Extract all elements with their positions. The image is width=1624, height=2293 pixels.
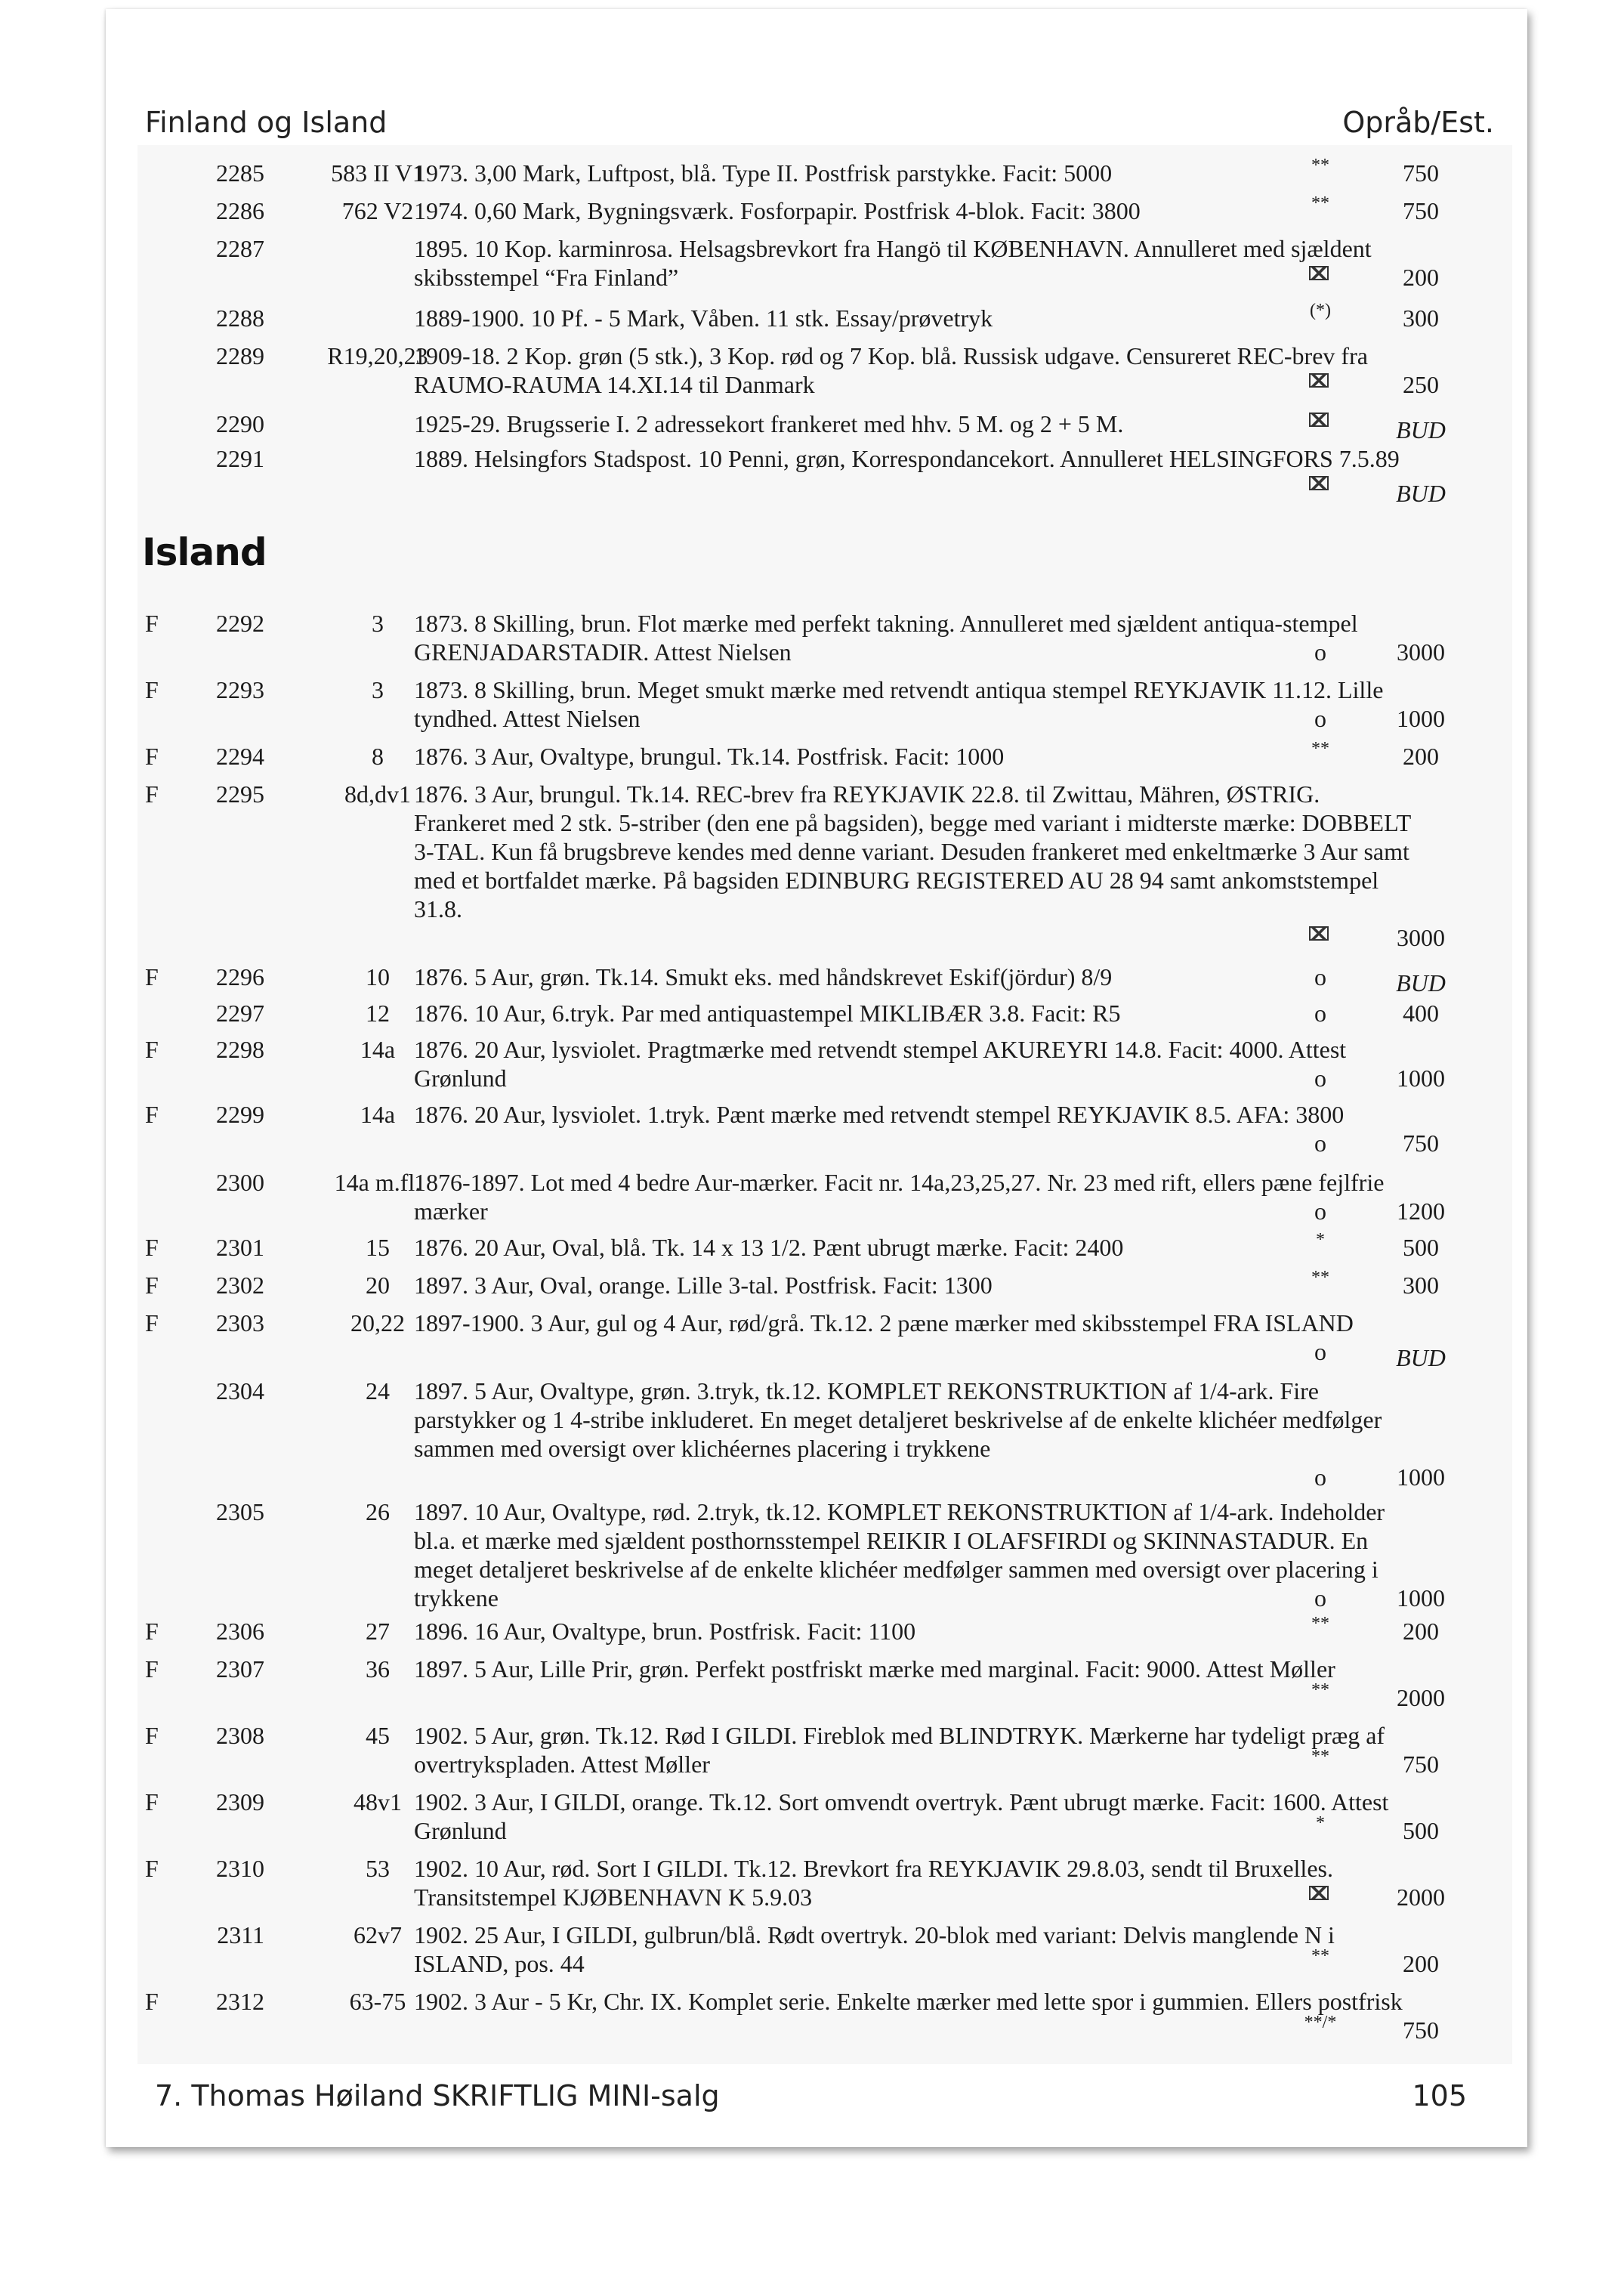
- lot-description: 1876. 20 Aur, lysviolet. Pragtmærke med retvendt stempel AKUREYRI 14.8. Facit: 4000. Attest Grønlund: [414, 1036, 1347, 1092]
- lot-estimate: 750: [1403, 2016, 1439, 2044]
- lot-number: 2300: [216, 1169, 264, 1196]
- lot-estimate: 750: [1403, 197, 1439, 224]
- lot-number: 2304: [216, 1377, 264, 1405]
- page-number: 105: [1412, 2079, 1467, 2112]
- lot-number: 2293: [216, 676, 264, 703]
- lot-number: 2288: [216, 304, 264, 332]
- lot-number: 2297: [216, 1000, 264, 1027]
- lot-estimate: BUD: [1396, 416, 1446, 443]
- lot-number: 2289: [216, 342, 264, 369]
- lot-catalog-number: 14a: [360, 1101, 396, 1128]
- lot-f-marker: F: [145, 1788, 159, 1816]
- lot-catalog-number: 762 V2: [341, 197, 414, 224]
- section-heading-island: Island: [142, 530, 267, 574]
- lot-f-marker: F: [145, 610, 159, 637]
- lot-catalog-number: 8: [372, 743, 384, 770]
- lot-catalog-number: 8d,dv1: [344, 780, 411, 808]
- estimate-column-label: Opråb/Est.: [1342, 106, 1494, 139]
- lot-catalog-number: 53: [366, 1855, 390, 1882]
- lot-estimate: 400: [1403, 1000, 1439, 1027]
- lot-catalog-number: 10: [366, 963, 390, 990]
- lot-estimate: 1000: [1397, 1584, 1445, 1612]
- lot-number: 2295: [216, 780, 264, 808]
- lot-catalog-number: 24: [366, 1377, 390, 1405]
- lot-catalog-number: 26: [366, 1498, 390, 1525]
- lot-estimate: 300: [1403, 304, 1439, 332]
- lot-f-marker: F: [145, 1855, 159, 1882]
- lot-condition: **/*: [1304, 2013, 1337, 2032]
- lot-catalog-number: 12: [366, 1000, 390, 1027]
- lot-condition: o: [1314, 1584, 1326, 1612]
- lot-estimate: BUD: [1396, 480, 1446, 507]
- lot-description: 1876. 3 Aur, brungul. Tk.14. REC-brev fra REYKJAVIK 22.8. til Zwittau, Mähren, ØSTRIG. Frankeret med 2 stk. 5-striber (den ene på bagsiden), begge med variant i midterste mærke: DOBBELT 3-TAL. Kun få brugsbreve kendes med denne variant. Desuden frankeret med enkeltmærke 3 Aur samt med et bortfaldet mærke. På bagsiden EDINBURG REGISTERED AU 28 94 samt ankomststempel 31.8.: [414, 780, 1411, 922]
- lot-estimate: 750: [1403, 1751, 1439, 1778]
- lot-description: 1876-1897. Lot med 4 bedre Aur-mærker. Facit nr. 14a,23,25,27. Nr. 23 med rift, ellers pæne fejlfrie mærker: [414, 1169, 1385, 1225]
- page-title: Finland og Island: [145, 106, 387, 139]
- lot-catalog-number: 14a: [360, 1036, 396, 1063]
- lot-estimate: 300: [1403, 1272, 1439, 1299]
- lot-estimate: 750: [1403, 1130, 1439, 1157]
- lot-number: 2302: [216, 1272, 264, 1299]
- lot-description: 1897-1900. 3 Aur, gul og 4 Aur, rød/grå. Tk.12. 2 pæne mærker med skibsstempel FRA ISLAND: [414, 1309, 1354, 1337]
- lot-description: 1876. 20 Aur, Oval, blå. Tk. 14 x 13 1/2. Pænt ubrugt mærke. Facit: 2400: [414, 1234, 1124, 1261]
- lot-number: 2287: [216, 235, 264, 262]
- lot-description: 1902. 5 Aur, grøn. Tk.12. Rød I GILDI. Fireblok med BLINDTRYK. Mærkerne har tydeligt præg af overtrykspladen. Attest Møller: [414, 1722, 1385, 1778]
- lot-f-marker: F: [145, 1618, 159, 1645]
- lot-description: 1925-29. Brugsserie I. 2 adressekort frankeret med hhv. 5 M. og 2 + 5 M.: [414, 410, 1124, 437]
- lot-estimate: 1000: [1397, 1065, 1445, 1092]
- lot-condition: *: [1316, 1230, 1325, 1250]
- cover-icon: [1275, 405, 1366, 434]
- lot-number: 2309: [216, 1788, 264, 1816]
- lot-catalog-number: R19,20,23: [327, 342, 428, 369]
- cover-icon: [1275, 468, 1366, 497]
- lot-f-marker: F: [145, 1988, 159, 2015]
- lot-condition: **: [1311, 1747, 1329, 1766]
- lot-estimate: 200: [1403, 1950, 1439, 1977]
- lot-estimate: 2000: [1397, 1884, 1445, 1911]
- lot-estimate: 3000: [1397, 638, 1445, 666]
- lot-condition: o: [1314, 1197, 1326, 1225]
- lot-description: 1889-1900. 10 Pf. - 5 Mark, Våben. 11 stk. Essay/prøvetryk: [414, 304, 993, 332]
- lot-f-marker: F: [145, 1722, 159, 1749]
- lot-catalog-number: 20,22: [350, 1309, 405, 1337]
- lot-description: 1876. 3 Aur, Ovaltype, brungul. Tk.14. Postfrisk. Facit: 1000: [414, 743, 1005, 770]
- lot-number: 2298: [216, 1036, 264, 1063]
- lot-number: 2292: [216, 610, 264, 637]
- lot-estimate: 1000: [1397, 1463, 1445, 1491]
- lot-description: 1876. 10 Aur, 6.tryk. Par med antiquastempel MIKLIBÆR 3.8. Facit: R5: [414, 1000, 1121, 1027]
- lot-estimate: 2000: [1397, 1684, 1445, 1711]
- lot-catalog-number: 45: [366, 1722, 390, 1749]
- lot-number: 2308: [216, 1722, 264, 1749]
- lot-f-marker: F: [145, 1234, 159, 1261]
- cover-icon: [1275, 919, 1366, 947]
- lot-condition: **: [1311, 193, 1329, 213]
- lot-description: 1897. 5 Aur, Ovaltype, grøn. 3.tryk, tk.12. KOMPLET REKONSTRUKTION af 1/4-ark. Fire parstykker og 1 4-stribe inkluderet. En meget detaljeret beskrivelse af de enkelte klichéer medfølger sammen med oversigt over klichéernes placering i trykkene: [414, 1377, 1382, 1462]
- lot-catalog-number: 62v7: [354, 1921, 402, 1948]
- lot-catalog-number: 3: [372, 610, 384, 637]
- lot-estimate: 250: [1403, 371, 1439, 398]
- lot-description: 1974. 0,60 Mark, Bygningsværk. Fosforpapir. Postfrisk 4-blok. Facit: 3800: [414, 197, 1141, 224]
- lot-number: 2311: [217, 1921, 264, 1948]
- lot-condition: o: [1314, 1065, 1326, 1092]
- lot-condition: o: [1314, 1130, 1326, 1157]
- lot-description: 1909-18. 2 Kop. grøn (5 stk.), 3 Kop. rød og 7 Kop. blå. Russisk udgave. Censureret REC-brev fra RAUMO-RAUMA 14.XI.14 til Danmark: [414, 342, 1368, 398]
- lot-catalog-number: 15: [366, 1234, 390, 1261]
- lot-condition: (*): [1310, 301, 1331, 320]
- lot-catalog-number: 63-75: [349, 1988, 406, 2015]
- lot-estimate: 500: [1403, 1817, 1439, 1844]
- lot-description: 1896. 16 Aur, Ovaltype, brun. Postfrisk. Facit: 1100: [414, 1618, 916, 1645]
- lot-description: 1873. 8 Skilling, brun. Flot mærke med perfekt takning. Annulleret med sjældent antiqua-stempel GRENJADARSTADIR. Attest Nielsen: [414, 610, 1358, 666]
- lot-f-marker: F: [145, 1655, 159, 1683]
- lot-number: 2310: [216, 1855, 264, 1882]
- lot-number: 2312: [216, 1988, 264, 2015]
- lot-number: 2303: [216, 1309, 264, 1337]
- lot-condition: *: [1316, 1813, 1325, 1833]
- lot-number: 2290: [216, 410, 264, 437]
- lot-description: 1895. 10 Kop. karminrosa. Helsagsbrevkort fra Hangö til KØBENHAVN. Annulleret med sjældent skibsstempel “Fra Finland”: [414, 235, 1372, 291]
- lot-catalog-number: 48v1: [354, 1788, 402, 1816]
- lot-number: 2286: [216, 197, 264, 224]
- lot-description: 1876. 5 Aur, grøn. Tk.14. Smukt eks. med håndskrevet Eskif(jördur) 8/9: [414, 963, 1113, 990]
- lot-description: 1973. 3,00 Mark, Luftpost, blå. Type II. Postfrisk parstykke. Facit: 5000: [414, 159, 1113, 187]
- lot-f-marker: F: [145, 1309, 159, 1337]
- lot-catalog-number: 20: [366, 1272, 390, 1299]
- lot-estimate: 200: [1403, 1618, 1439, 1645]
- catalog-page: [106, 9, 1527, 2147]
- lot-description: 1876. 20 Aur, lysviolet. 1.tryk. Pænt mærke med retvendt stempel REYKJAVIK 8.5. AFA: 3800: [414, 1101, 1345, 1128]
- lot-estimate: 3000: [1397, 924, 1445, 951]
- lot-description: 1897. 10 Aur, Ovaltype, rød. 2.tryk, tk.12. KOMPLET REKONSTRUKTION af 1/4-ark. Indeholder bl.a. et mærke med sjældent posthornsstempel REIKIR I OLAFSFIRDI og SKINNASTADUR. En meget detaljeret beskrivelse af de enkelte klichéer medfølger sammen med oversigt over placering i trykkene: [414, 1498, 1385, 1612]
- lot-number: 2305: [216, 1498, 264, 1525]
- lot-description: 1897. 3 Aur, Oval, orange. Lille 3-tal. Postfrisk. Facit: 1300: [414, 1272, 993, 1299]
- lot-estimate: 750: [1403, 159, 1439, 187]
- cover-icon: [1275, 258, 1366, 287]
- lot-condition: o: [1314, 705, 1326, 732]
- lot-description: 1902. 3 Aur, I GILDI, orange. Tk.12. Sort omvendt overtryk. Pænt ubrugt mærke. Facit: 1600. Attest Grønlund: [414, 1788, 1389, 1844]
- lot-condition: **: [1311, 1614, 1329, 1633]
- lot-condition: **: [1311, 739, 1329, 759]
- cover-icon: [1275, 1878, 1366, 1907]
- lot-condition: **: [1311, 1268, 1329, 1287]
- lot-description: 1902. 10 Aur, rød. Sort I GILDI. Tk.12. Brevkort fra REYKJAVIK 29.8.03, sendt til Bruxelles. Transitstempel KJØBENHAVN K 5.9.03: [414, 1855, 1333, 1911]
- lot-catalog-number: 14a m.fl.: [334, 1169, 421, 1196]
- lot-number: 2299: [216, 1101, 264, 1128]
- lot-f-marker: F: [145, 1101, 159, 1128]
- lot-catalog-number: 36: [366, 1655, 390, 1683]
- lot-f-marker: F: [145, 743, 159, 770]
- lot-estimate: 500: [1403, 1234, 1439, 1261]
- lot-f-marker: F: [145, 780, 159, 808]
- lot-estimate: 1200: [1397, 1197, 1445, 1225]
- lot-description: 1897. 5 Aur, Lille Prir, grøn. Perfekt postfriskt mærke med marginal. Facit: 9000. Attest Møller: [414, 1655, 1335, 1683]
- lot-condition: o: [1314, 638, 1326, 666]
- lot-description: 1889. Helsingfors Stadspost. 10 Penni, grøn, Korrespondancekort. Annulleret HELSINGFORS 7.5.89: [414, 445, 1400, 472]
- lot-description: 1902. 25 Aur, I GILDI, gulbrun/blå. Rødt overtryk. 20-blok med variant: Delvis manglende N i ISLAND, pos. 44: [414, 1921, 1335, 1977]
- lot-condition: o: [1314, 1338, 1326, 1365]
- lot-f-marker: F: [145, 1272, 159, 1299]
- lot-number: 2291: [216, 445, 264, 472]
- lot-estimate: BUD: [1396, 969, 1446, 997]
- lot-estimate: 1000: [1397, 705, 1445, 732]
- lot-number: 2296: [216, 963, 264, 990]
- lot-number: 2294: [216, 743, 264, 770]
- lot-estimate: 200: [1403, 743, 1439, 770]
- lot-number: 2306: [216, 1618, 264, 1645]
- lot-estimate: 200: [1403, 264, 1439, 291]
- lot-estimate: BUD: [1396, 1344, 1446, 1371]
- lot-catalog-number: 3: [372, 676, 384, 703]
- lot-number: 2285: [216, 159, 264, 187]
- lot-condition: **: [1311, 1946, 1329, 1966]
- lot-catalog-number: 27: [366, 1618, 390, 1645]
- lot-condition: **: [1311, 156, 1329, 175]
- footer-sale-title: 7. Thomas Høiland SKRIFTLIG MINI-salg: [155, 2079, 720, 2112]
- lot-condition: o: [1314, 1000, 1326, 1027]
- lot-condition: o: [1314, 1463, 1326, 1491]
- lot-catalog-number: 583 II V1: [331, 159, 425, 187]
- lot-number: 2307: [216, 1655, 264, 1683]
- lot-f-marker: F: [145, 963, 159, 990]
- lot-condition: o: [1314, 963, 1326, 990]
- lot-f-marker: F: [145, 676, 159, 703]
- lot-description: 1873. 8 Skilling, brun. Meget smukt mærke med retvendt antiqua stempel REYKJAVIK 11.12. Lille tyndhed. Attest Nielsen: [414, 676, 1384, 732]
- lot-description: 1902. 3 Aur - 5 Kr, Chr. IX. Komplet serie. Enkelte mærker med lette spor i gummien. Ellers postfrisk: [414, 1988, 1403, 2015]
- lot-f-marker: F: [145, 1036, 159, 1063]
- lot-number: 2301: [216, 1234, 264, 1261]
- lot-condition: **: [1311, 1680, 1329, 1700]
- cover-icon: [1275, 366, 1366, 394]
